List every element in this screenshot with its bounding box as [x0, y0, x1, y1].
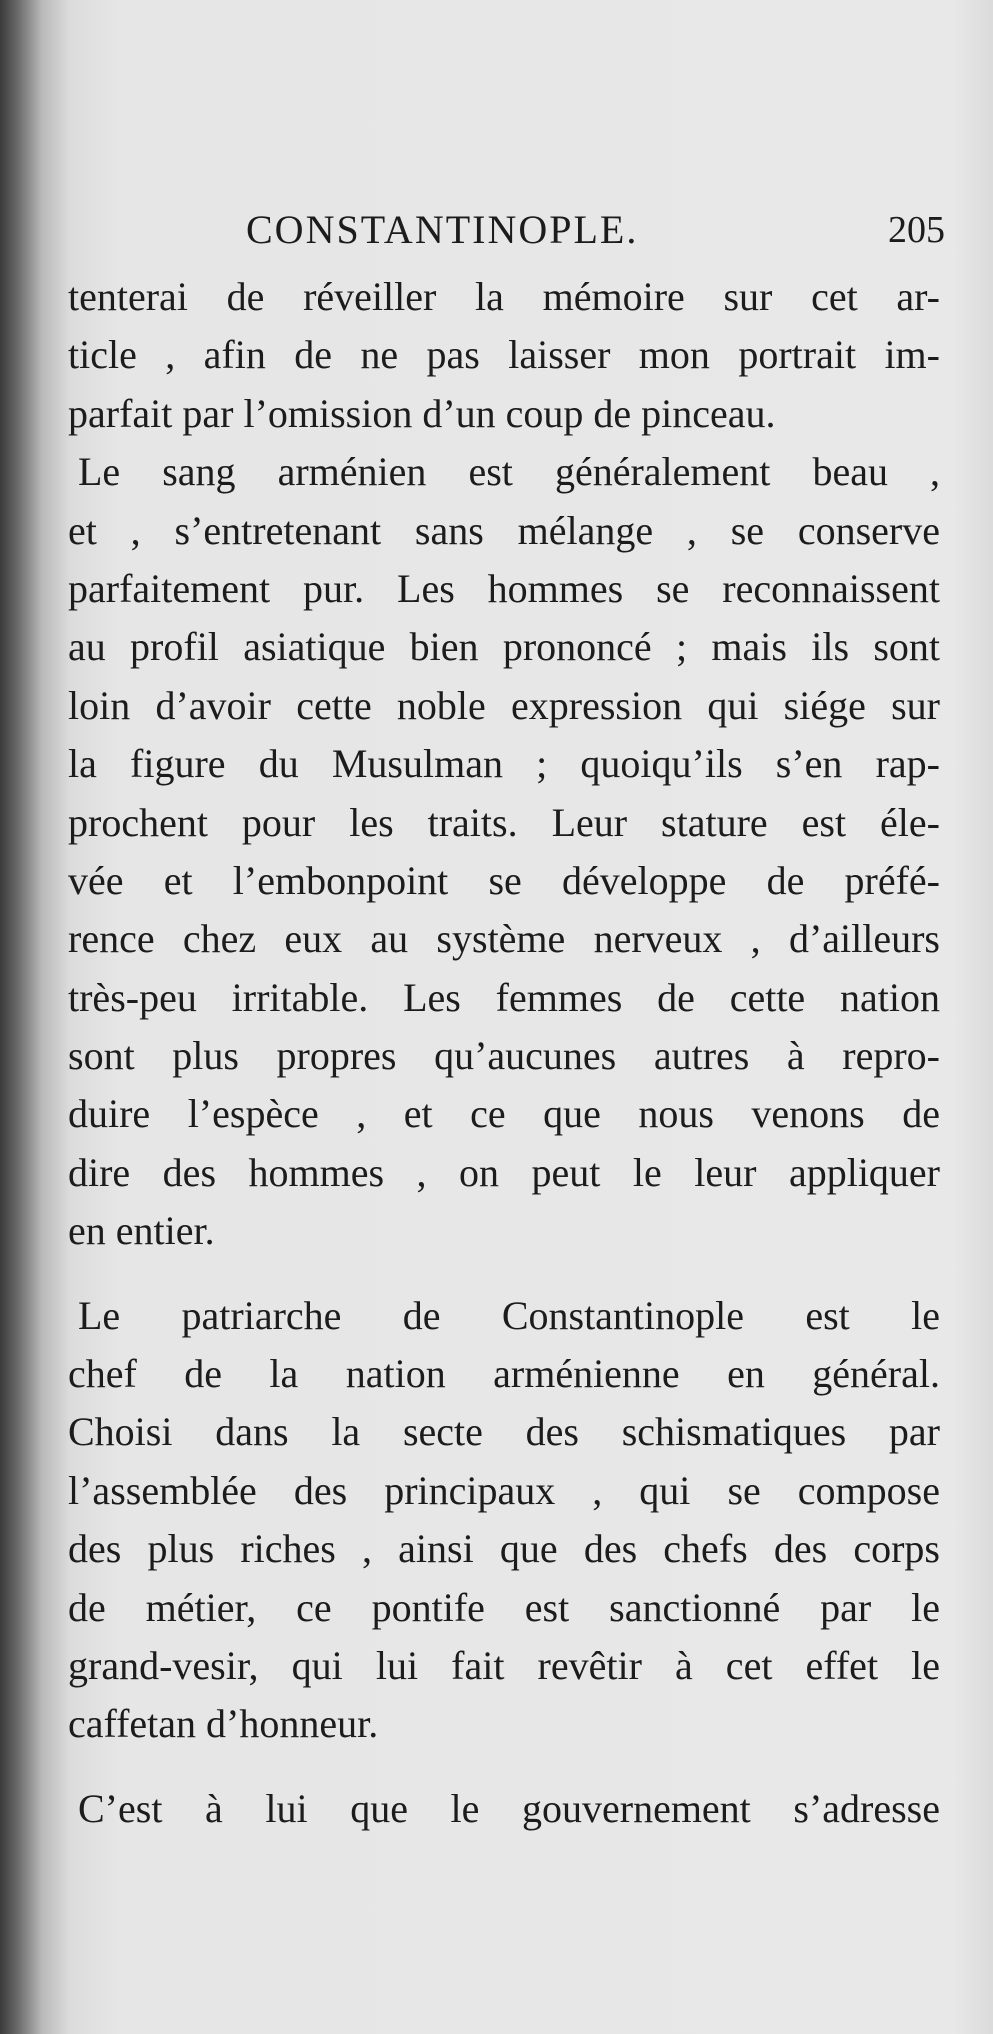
paragraph [68, 268, 940, 443]
text-line: parfait par l’omission d’un coup de pinceau. [68, 390, 776, 436]
text-line: et , s’entretenant sans mélange , se conserve [68, 507, 940, 553]
paragraph [68, 1780, 940, 1838]
text-line: vée et l’embonpoint se développe de préfé- [68, 857, 940, 903]
page-number: 205 [888, 209, 945, 251]
text-line: grand-vesir, qui lui fait revêtir à cet effet le [68, 1642, 940, 1688]
text-line: des plus riches , ainsi que des chefs des corps [68, 1526, 940, 1572]
text-line: caffetan d’honneur. [68, 1701, 379, 1747]
text-line: dire des hommes , on peut le leur appliquer [68, 1149, 940, 1195]
text-line: très-peu irritable. Les femmes de cette nation [68, 974, 940, 1020]
text-line: sont plus propres qu’aucunes autres à repro- [68, 1033, 940, 1079]
text-line: chef de la nation arménienne en général. [68, 1351, 940, 1397]
text-line: ticle , afin de ne pas laisser mon portrait im- [68, 332, 940, 378]
page-body [68, 268, 940, 1838]
text-line: Le sang arménien est généralement beau , [78, 449, 940, 495]
text-line: la figure du Musulman ; quoiqu’ils s’en rap- [68, 741, 940, 787]
running-title: CONSTANTINOPLE. [246, 207, 639, 252]
text-line: de métier, ce pontife est sanctionné par le [68, 1584, 940, 1630]
page-header [68, 200, 945, 260]
text-line: duire l’espèce , et ce que nous venons de [68, 1091, 940, 1137]
text-line: en entier. [68, 1208, 215, 1254]
text-line: Choisi dans la secte des schismatiques par [68, 1409, 940, 1455]
text-line: rence chez eux au système nerveux , d’ailleurs [68, 916, 940, 962]
text-line: C’est à lui que le gouvernement s’adresse [78, 1785, 940, 1831]
text-line: au profil asiatique bien prononcé ; mais ils sont [68, 624, 940, 670]
paragraph [68, 443, 940, 1260]
paragraph-spacer [68, 1261, 940, 1287]
paragraph [68, 1287, 940, 1754]
paragraph-spacer [68, 1754, 940, 1780]
text-line: tenterai de réveiller la mémoire sur cet ar- [68, 274, 940, 319]
text-line: loin d’avoir cette noble expression qui siége sur [68, 682, 940, 728]
text-line: Le patriarche de Constantinople est le [78, 1292, 940, 1338]
text-line: l’assemblée des principaux , qui se compose [68, 1467, 940, 1513]
text-line: parfaitement pur. Les hommes se reconnaissent [68, 565, 940, 611]
text-line: prochent pour les traits. Leur stature est éle- [68, 799, 940, 845]
